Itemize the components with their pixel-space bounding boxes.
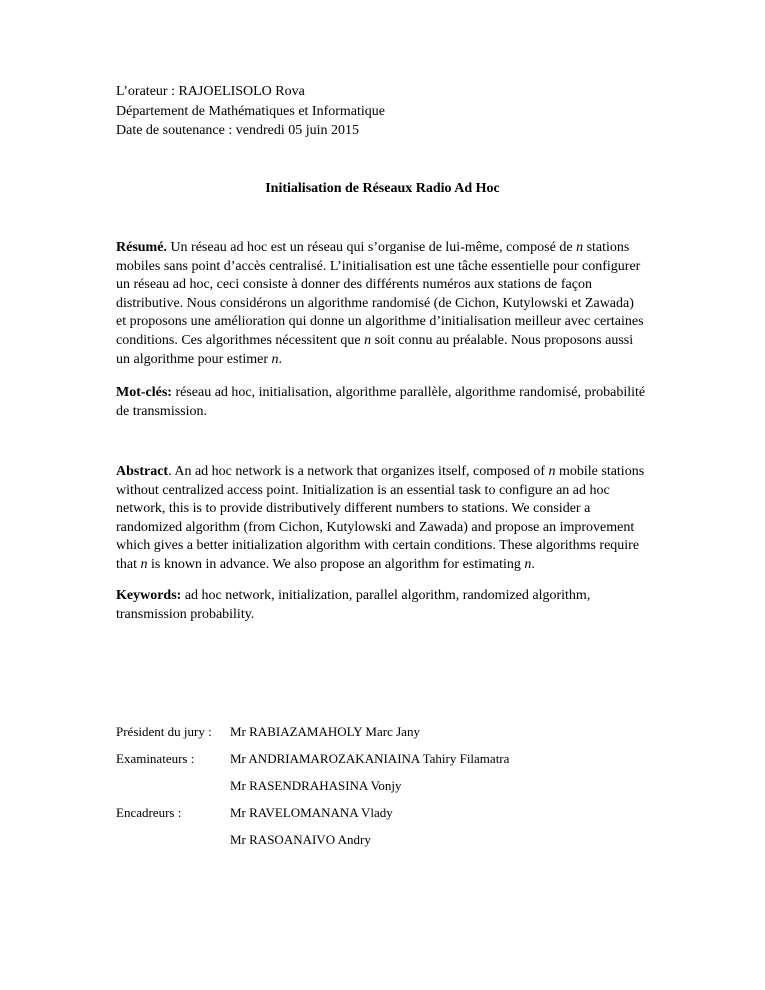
abstract-line: randomized algorithm (from Cichon, Kutylowski and Zawada) and propose an improvement [116,519,635,535]
speaker-line: L’orateur : RAJOELISOLO Rova [116,84,305,99]
resume-paragraph [116,239,656,369]
examiners-label: Examinateurs : [116,751,195,766]
resume-line: un réseau ad hoc, ceci consiste à donner des différents numéros aux stations de façon [116,277,592,293]
supervisor-name: Mr RAVELOMANANA Vlady [230,805,393,820]
resume-line: mobiles sans point d’accès centralisé. L’initialisation est une tâche essentielle pour configurer [116,258,641,274]
examiner-name: Mr RASENDRAHASINA Vonjy [230,778,402,793]
header-block [116,82,385,141]
abstract-label: Abstract [116,464,169,479]
resume-line: conditions. Ces algorithmes nécessitent que n soit connu au préalable. Nous proposons aussi [116,332,634,348]
motcles-label: Mot-clés: [116,385,172,400]
examiner-name: Mr ANDRIAMAROZAKANIAINA Tahiry Filamatra [230,751,510,766]
resume-line: un algorithme pour estimer n. [116,351,283,367]
abstract-line: that n is known in advance. We also propose an algorithm for estimating n. [116,556,535,572]
resume-label: Résumé. [116,240,167,255]
keywords-paragraph: Keywords: ad hoc network, initialization, parallel algorithm, randomized algorithm, transmission probability. [116,588,591,622]
abstract-line: Abstract. An ad hoc network is a network that organizes itself, composed of n mobile stations [116,464,645,479]
abstract-paragraph [116,463,656,575]
president-label: Président du jury : [116,724,212,739]
supervisor-name: Mr RASOANAIVO Andry [230,832,371,847]
abstract-line: network, this is to provide distributively different numbers to stations. We consider a [116,501,591,517]
resume-line: distributive. Nous considérons un algorithme randomisé (de Cichon, Kutylowski et Zawada) [116,295,634,311]
document-title: Initialisation de Réseaux Radio Ad Hoc [265,181,500,196]
abstract-line: without centralized access point. Initialization is an essential task to configure an ad hoc [116,482,610,498]
defense-date-line: Date de soutenance : vendredi 05 juin 2015 [116,123,359,138]
keywords-label: Keywords: [116,588,182,603]
motcles-paragraph: Mot-clés: réseau ad hoc, initialisation, algorithme parallèle, algorithme randomisé, probabilité de transmission. [116,385,646,419]
supervisors-label: Encadreurs : [116,805,182,820]
department-line: Département de Mathématiques et Informatique [116,103,386,119]
resume-line: et proposons une amélioration qui donne un algorithme d’initialisation meilleur avec certaines [116,314,644,330]
resume-line: Résumé. Un réseau ad hoc est un réseau qui s’organise de lui-même, composé de n stations [116,240,630,255]
president-name: Mr RABIAZAMAHOLY Marc Jany [230,724,420,739]
abstract-line: which gives a better initialization algorithm with certain conditions. These algorithms require [116,538,640,554]
